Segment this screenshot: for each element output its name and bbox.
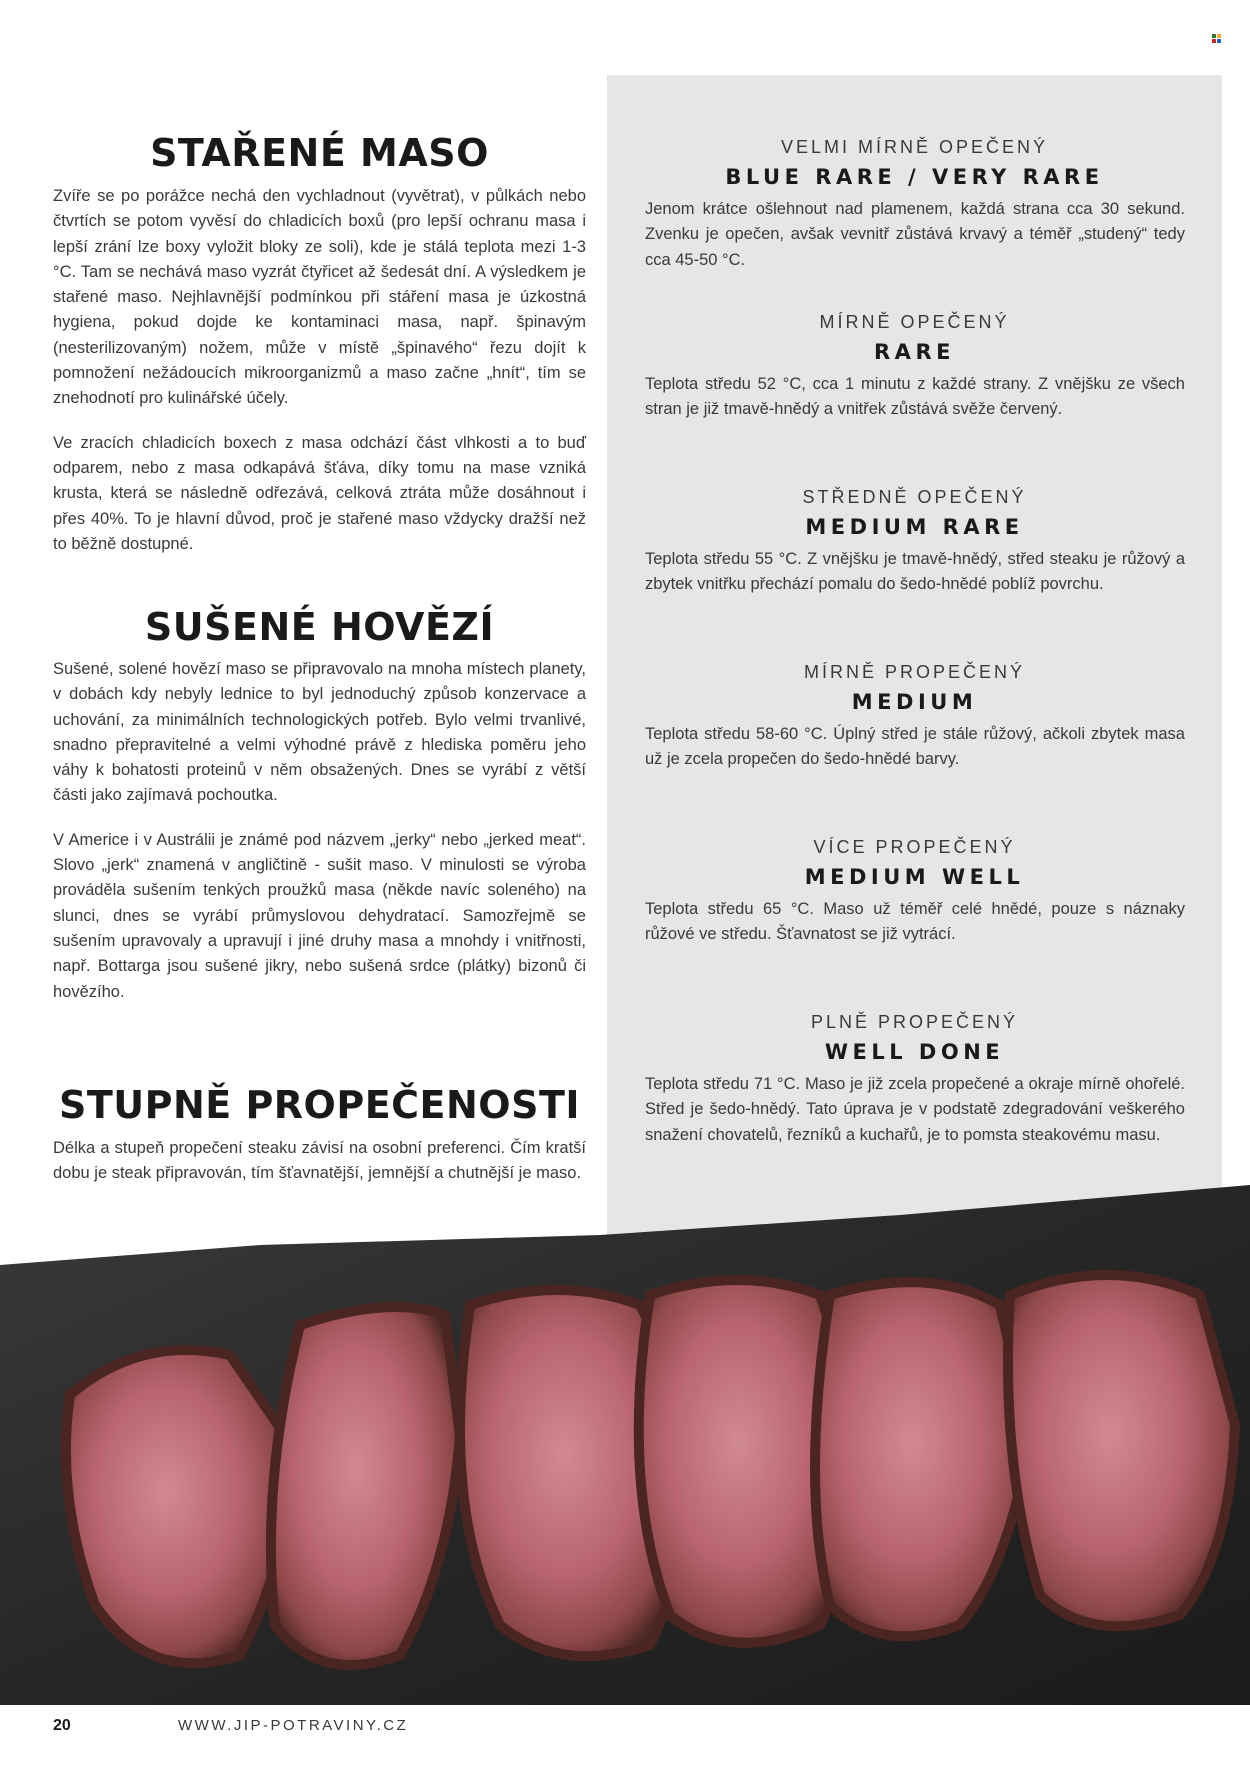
doneness-czech-name: VÍCE PROPEČENÝ	[813, 837, 1016, 857]
doneness-english-name: MEDIUM	[851, 690, 978, 714]
paragraph: Zvíře se po porážce nechá den vychladnout (vyvětrat), v půlkách nebo čtvrtích se potom vyvěsí do chladicích boxů (pro lepší ochranu masa i lepší zrání lze boxy vyložit bloky ze soli), kde je stálá teplota mezi 1-3 °C. Tam se nechává maso vyzrát čtyřicet až šedesát dní. A výsledkem je stařené maso. Nejhlavnější podmínkou při stáření masa je úzkostná hygiena, pokud dojde ke kontaminaci masa, např. špinavým (nesterilizovaným) nožem, může v místě „špinavého“ řezu dojít k pomnožení nežádoucích mikroorganizmů a maso začne „hnít“, tím se znehodnotí pro kulinářské účely.	[53, 187, 586, 408]
doneness-item	[607, 1010, 1222, 1144]
doneness-description: Jenom krátce ošlehnout nad plamenem, každá strana cca 30 sekund. Zvenku je opečen, avšak vevnitř zůstává krvavý a téměř „studený“ tedy cca 45-50 °C.	[645, 200, 1185, 269]
doneness-english-name: MEDIUM WELL	[804, 865, 1025, 889]
section-title: STAŘENÉ MASO	[150, 131, 489, 175]
doneness-item	[607, 835, 1222, 944]
doneness-czech-name: MÍRNĚ PROPEČENÝ	[803, 662, 1026, 682]
doneness-czech-name: MÍRNĚ OPEČENÝ	[819, 312, 1010, 332]
doneness-item	[607, 135, 1222, 269]
paragraph: Sušené, solené hovězí maso se připravovalo na mnoha místech planety, v dobách kdy nebyly lednice to byl jednoduchý způsob konzervace a uchování, za minimálních technologických potřeb. Bylo velmi trvanlivé, snadno přepravitelné a velmi výhodné právě z hlediska poměru jeho váhy k bohatosti proteinů v něm obsažených. Dnes se vyrábí z větší části jako zajímavá pochoutka.	[53, 660, 586, 805]
doneness-item	[607, 485, 1222, 594]
doneness-description: Teplota středu 52 °C, cca 1 minutu z každé strany. Z vnějšku ze všech stran je již tmavě-hnědý a vnitřek zůstává svěže červený.	[645, 375, 1185, 419]
doneness-english-name: RARE	[874, 340, 955, 364]
doneness-english-name: BLUE RARE / VERY RARE	[725, 165, 1104, 189]
doneness-description: Teplota středu 71 °C. Maso je již zcela propečené a okraje mírně ohořelé. Střed je šedo-hnědý. Tato úprava je v podstatě zdegradování veškerého snažení chovatelů, řezníků a kuchařů, je to pomsta steakovému masu.	[645, 1075, 1185, 1144]
doneness-czech-name: STŘEDNĚ OPEČENÝ	[802, 487, 1027, 507]
doneness-english-name: MEDIUM RARE	[805, 515, 1024, 539]
doneness-list	[607, 0, 1222, 1200]
doneness-czech-name: PLNĚ PROPEČENÝ	[810, 1012, 1019, 1032]
section-title: STUPNĚ PROPEČENOSTI	[58, 1083, 581, 1127]
steak-slices-photo	[0, 1185, 1250, 1705]
doneness-english-name: WELL DONE	[824, 1040, 1005, 1064]
section-dried-beef	[53, 605, 586, 1005]
doneness-czech-name: VELMI MÍRNĚ OPEČENÝ	[780, 137, 1049, 157]
doneness-item	[607, 660, 1222, 769]
section-aged-meat	[53, 131, 586, 557]
section-doneness-degrees	[53, 1083, 586, 1187]
page-number: 20	[53, 1717, 71, 1734]
paragraph: Ve zracích chladicích boxech z masa odchází část vlhkosti a to buď odparem, nebo z masa odkapává šťáva, díky tomu na mase vzniká krusta, která se následně odřezává, celková ztráta může dosáhnout i přes 40%. To je hlavní důvod, proč je stařené maso vždycky dražší než to běžně dostupné.	[53, 433, 586, 553]
section-title: SUŠENÉ HOVĚZÍ	[144, 605, 495, 649]
paragraph: Délka a stupeň propečení steaku závisí na osobní preferenci. Čím kratší dobu je steak připravován, tím šťavnatější, jemnější a chutnější je maso.	[53, 1139, 586, 1183]
paragraph: V Americe i v Austrálii je známé pod názvem „jerky“ nebo „jerked meat“. Slovo „jerk“ znamená v angličtině - sušit maso. V minulosti se výroba prováděla sušením tenkých proužků masa (někde navíc soleného) na slunci, dnes se vyrábí průmyslovou dehydratací. Samozřejmě se sušením upravovaly a upravují i jiné druhy masa a mnohdy i vnitřnosti, např. Bottarga jsou sušené jikry, nebo sušená srdce (plátky) bizonů či hovězího.	[53, 830, 586, 1001]
doneness-description: Teplota středu 58-60 °C. Úplný střed je stále růžový, ačkoli zbytek masa už je zcela propečen do šedo-hnědé barvy.	[645, 725, 1185, 769]
doneness-description: Teplota středu 65 °C. Maso už téměř celé hnědé, pouze s náznaky růžové ve středu. Šťavnatost se již vytrácí.	[645, 900, 1185, 944]
doneness-item	[607, 310, 1222, 419]
website-url: WWW.JIP-POTRAVINY.CZ	[178, 1717, 409, 1734]
doneness-description: Teplota středu 55 °C. Z vnějšku je tmavě-hnědý, střed steaku je růžový a zbytek vnitřku přechází pomalu do šedo-hnědé poblíž povrchu.	[645, 550, 1185, 594]
